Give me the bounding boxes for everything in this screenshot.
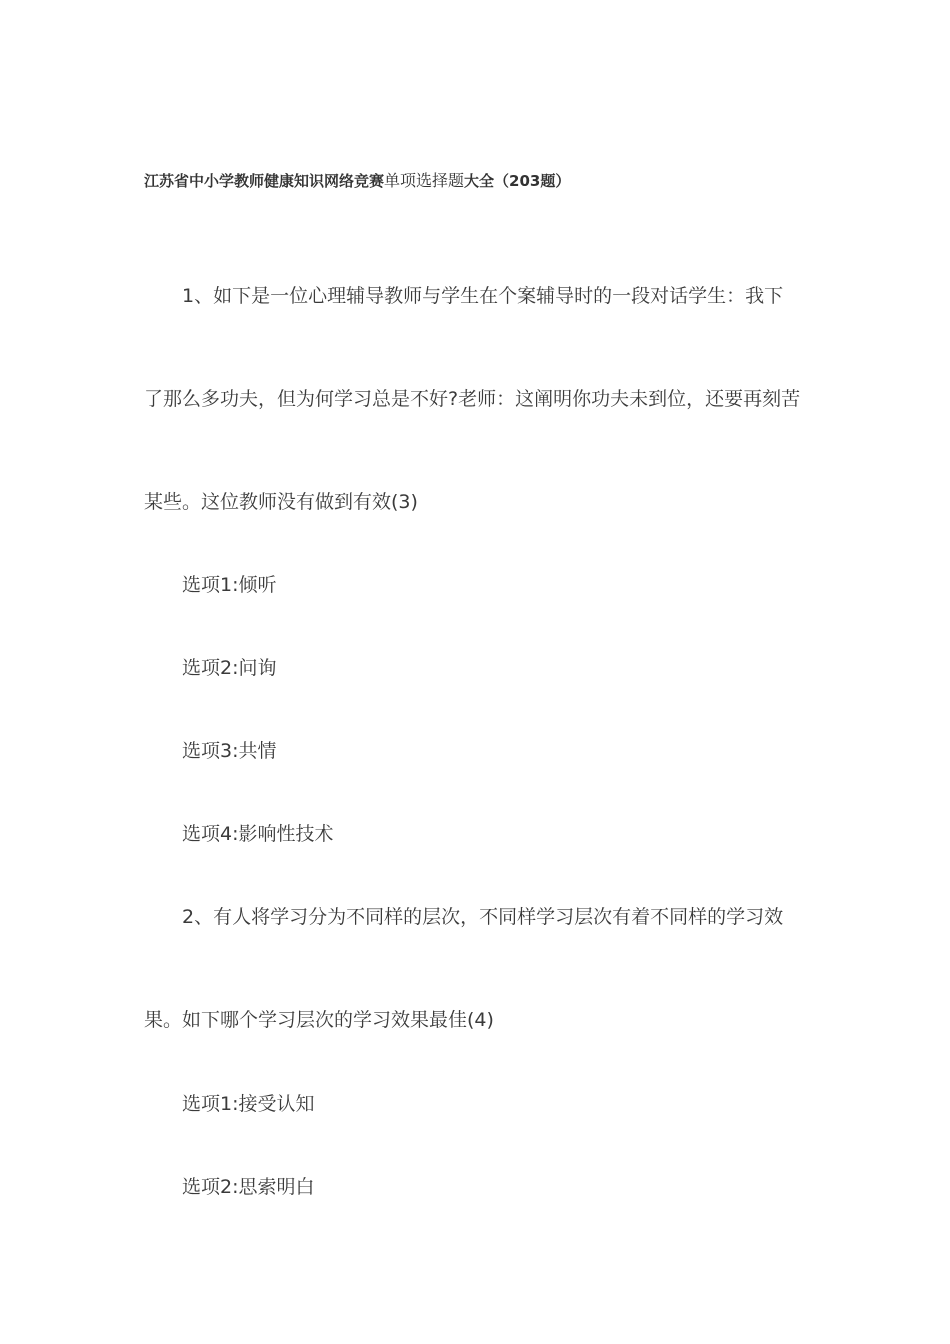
question-1-option-4: 选项4:影响性技术: [182, 823, 334, 845]
question-2-line-2: 果。如下哪个学习层次的学习效果最佳(4): [144, 1009, 494, 1031]
question-1-line-1: 1、如下是一位心理辅导教师与学生在个案辅导时的一段对话学生：我下: [182, 285, 784, 307]
title-part-3: 大全（203题）: [464, 172, 571, 190]
question-2-option-1: 选项1:接受认知: [182, 1093, 315, 1115]
title-part-1: 江苏省中小学教师健康知识网络竞赛: [144, 172, 385, 190]
question-2-line-1: 2、有人将学习分为不同样的层次，不同样学习层次有着不同样的学习效: [182, 906, 784, 928]
title-part-2: 单项选择题: [384, 171, 465, 190]
question-1-option-3: 选项3:共情: [182, 740, 277, 762]
document-title: [144, 170, 570, 192]
question-1-option-1: 选项1:倾听: [182, 574, 277, 596]
question-1-line-2: 了那么多功夫，但为何学习总是不好?老师：这阐明你功夫未到位，还要再刻苦: [144, 388, 801, 410]
question-2-option-2: 选项2:思索明白: [182, 1176, 315, 1198]
question-1-option-2: 选项2:问询: [182, 657, 277, 679]
question-1-line-3: 某些。这位教师没有做到有效(3): [144, 491, 418, 513]
